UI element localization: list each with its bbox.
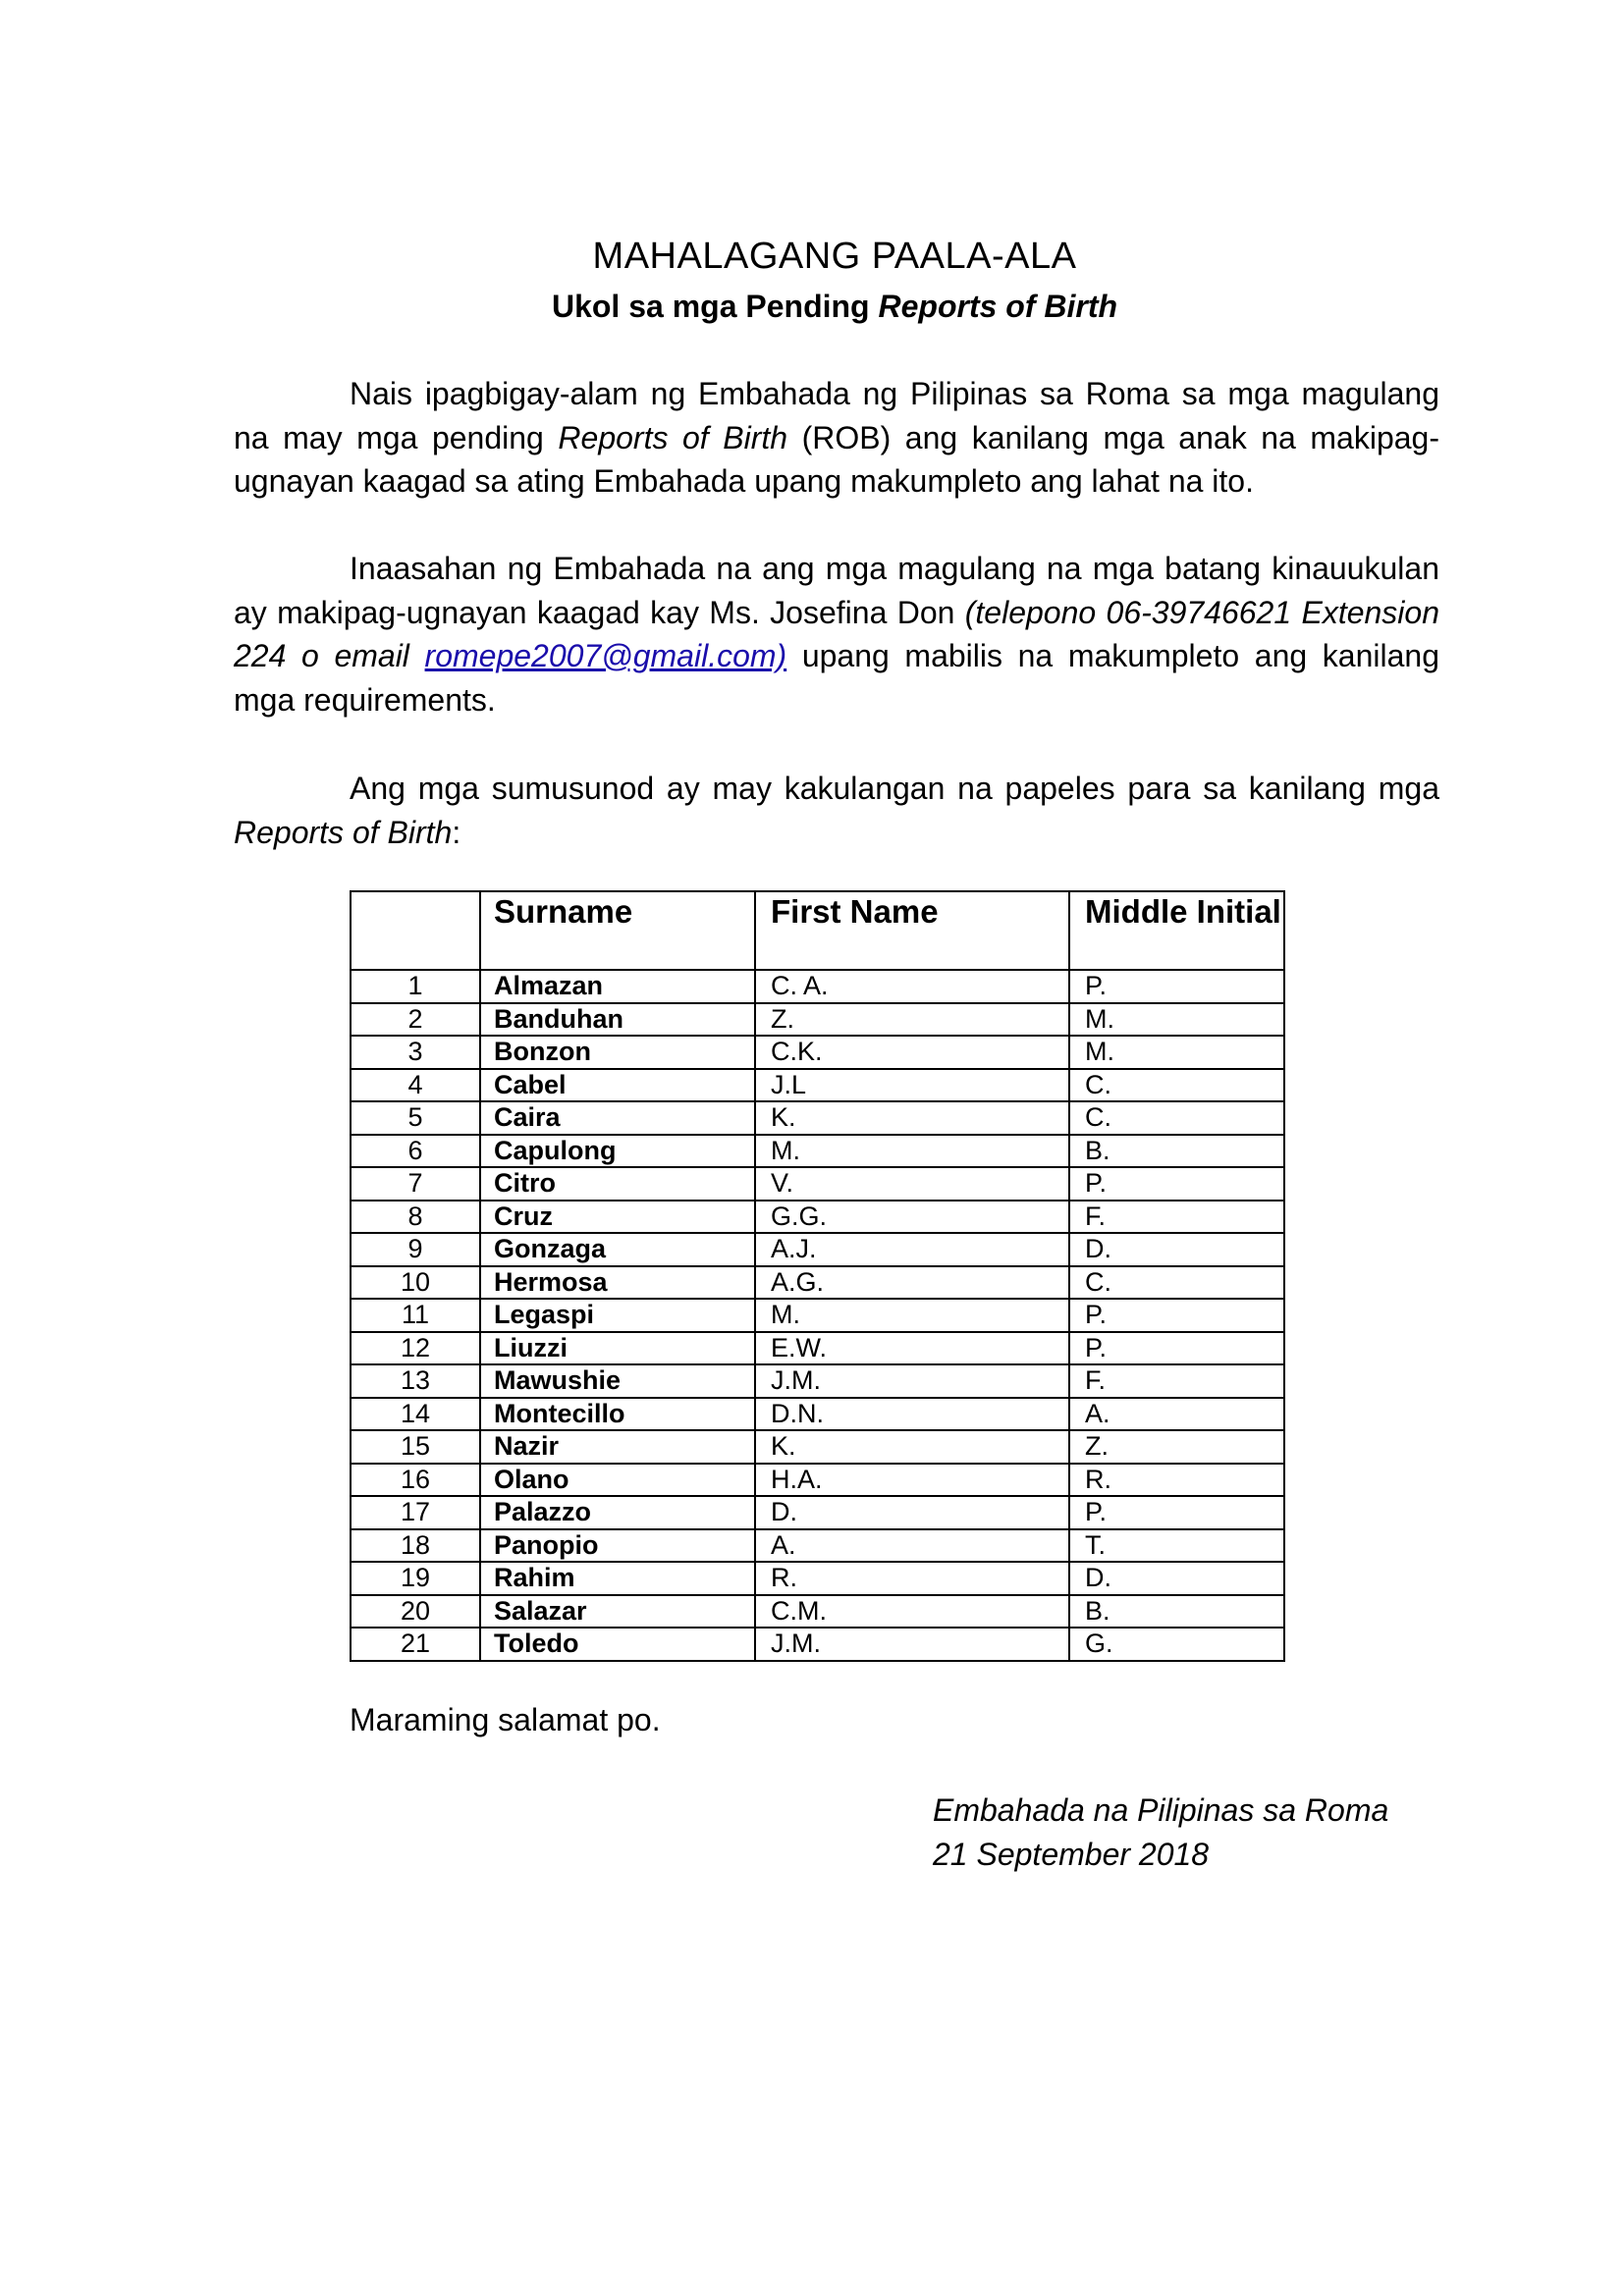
row-first-name: C. A. bbox=[755, 970, 1069, 1003]
row-first-name: C.K. bbox=[755, 1036, 1069, 1069]
closing-thanks: Maraming salamat po. bbox=[350, 1702, 661, 1737]
table-row bbox=[351, 1464, 1284, 1497]
p1-text-a: Nais ipagbigay-alam ng Embahada ng Pilipinas sa Roma sa mga magulang na may mga pending bbox=[234, 376, 1439, 455]
row-number: 17 bbox=[351, 1496, 480, 1529]
table-row bbox=[351, 1529, 1284, 1563]
row-middle-initial: R. bbox=[1069, 1464, 1284, 1497]
row-middle-initial: D. bbox=[1069, 1233, 1284, 1266]
p2-italic: (telepono 06-39746621 Extension 224 o email bbox=[234, 594, 1440, 673]
table-row bbox=[351, 1364, 1284, 1398]
header-number bbox=[351, 891, 480, 970]
row-surname: Caira bbox=[480, 1101, 755, 1135]
row-middle-initial: B. bbox=[1069, 1595, 1284, 1629]
table-row bbox=[351, 1562, 1284, 1595]
row-first-name: K. bbox=[755, 1430, 1069, 1464]
row-first-name: E.W. bbox=[755, 1332, 1069, 1365]
row-first-name: D.N. bbox=[755, 1398, 1069, 1431]
paragraph-contact bbox=[234, 547, 1439, 721]
row-number: 2 bbox=[351, 1003, 480, 1037]
row-first-name: G.G. bbox=[755, 1201, 1069, 1234]
row-number: 14 bbox=[351, 1398, 480, 1431]
row-number: 11 bbox=[351, 1299, 480, 1332]
row-middle-initial: Z. bbox=[1069, 1430, 1284, 1464]
row-middle-initial: P. bbox=[1069, 970, 1284, 1003]
row-surname: Almazan bbox=[480, 970, 755, 1003]
row-number: 15 bbox=[351, 1430, 480, 1464]
row-surname: Mawushie bbox=[480, 1364, 755, 1398]
table-row bbox=[351, 1496, 1284, 1529]
document-title: MAHALAGANG PAALA-ALA bbox=[592, 236, 1077, 277]
row-number: 9 bbox=[351, 1233, 480, 1266]
p3-text-a: Ang mga sumusunod ay may kakulangan na papeles para sa kanilang mga bbox=[350, 771, 1439, 806]
row-middle-initial: C. bbox=[1069, 1266, 1284, 1300]
row-first-name: D. bbox=[755, 1496, 1069, 1529]
row-number: 16 bbox=[351, 1464, 480, 1497]
table-row bbox=[351, 1201, 1284, 1234]
p1-italic: Reports of Birth bbox=[558, 419, 788, 455]
signatory: Embahada na Pilipinas sa Roma bbox=[933, 1792, 1389, 1828]
row-middle-initial: M. bbox=[1069, 1036, 1284, 1069]
row-surname: Legaspi bbox=[480, 1299, 755, 1332]
row-surname: Banduhan bbox=[480, 1003, 755, 1037]
table-row bbox=[351, 1101, 1284, 1135]
table-row bbox=[351, 1430, 1284, 1464]
row-number: 18 bbox=[351, 1529, 480, 1563]
row-middle-initial: C. bbox=[1069, 1101, 1284, 1135]
row-surname: Panopio bbox=[480, 1529, 755, 1563]
row-surname: Salazar bbox=[480, 1595, 755, 1629]
p2-text-a: Inaasahan ng Embahada na ang mga magulang na mga batang kinauukulan ay makipag-ugnayan kaagad kay Ms. Josefina Don bbox=[234, 551, 1439, 630]
row-number: 5 bbox=[351, 1101, 480, 1135]
table-row bbox=[351, 970, 1284, 1003]
table-row bbox=[351, 1167, 1284, 1201]
email-link[interactable]: romepe2007@gmail.com) bbox=[424, 638, 787, 673]
row-first-name: J.M. bbox=[755, 1364, 1069, 1398]
row-surname: Montecillo bbox=[480, 1398, 755, 1431]
row-first-name: Z. bbox=[755, 1003, 1069, 1037]
row-number: 6 bbox=[351, 1135, 480, 1168]
row-first-name: A.J. bbox=[755, 1233, 1069, 1266]
row-middle-initial: C. bbox=[1069, 1069, 1284, 1102]
row-first-name: J.M. bbox=[755, 1628, 1069, 1661]
row-number: 20 bbox=[351, 1595, 480, 1629]
row-surname: Olano bbox=[480, 1464, 755, 1497]
row-number: 7 bbox=[351, 1167, 480, 1201]
subtitle-text: Ukol sa mga Pending bbox=[551, 289, 879, 324]
table-row bbox=[351, 1628, 1284, 1661]
row-number: 10 bbox=[351, 1266, 480, 1300]
row-number: 19 bbox=[351, 1562, 480, 1595]
paragraph-list-intro bbox=[234, 767, 1439, 854]
row-first-name: C.M. bbox=[755, 1595, 1069, 1629]
row-surname: Toledo bbox=[480, 1628, 755, 1661]
row-surname: Cruz bbox=[480, 1201, 755, 1234]
row-surname: Nazir bbox=[480, 1430, 755, 1464]
row-surname: Liuzzi bbox=[480, 1332, 755, 1365]
table-row bbox=[351, 1595, 1284, 1629]
row-first-name: J.L bbox=[755, 1069, 1069, 1102]
row-number: 4 bbox=[351, 1069, 480, 1102]
table-row bbox=[351, 1398, 1284, 1431]
row-surname: Cabel bbox=[480, 1069, 755, 1102]
document-subtitle bbox=[0, 289, 1624, 325]
header-middle-initial: Middle Initial bbox=[1069, 891, 1284, 970]
p2-text-b: upang mabilis na makumpleto ang kanilang mga requirements. bbox=[234, 638, 1440, 718]
row-surname: Gonzaga bbox=[480, 1233, 755, 1266]
row-surname: Citro bbox=[480, 1167, 755, 1201]
table-body bbox=[351, 970, 1284, 1661]
row-middle-initial: M. bbox=[1069, 1003, 1284, 1037]
table-header-row bbox=[351, 891, 1284, 970]
row-middle-initial: G. bbox=[1069, 1628, 1284, 1661]
row-first-name: M. bbox=[755, 1299, 1069, 1332]
row-middle-initial: B. bbox=[1069, 1135, 1284, 1168]
row-surname: Rahim bbox=[480, 1562, 755, 1595]
row-surname: Hermosa bbox=[480, 1266, 755, 1300]
pending-rob-table bbox=[350, 890, 1285, 1662]
row-middle-initial: D. bbox=[1069, 1562, 1284, 1595]
row-first-name: R. bbox=[755, 1562, 1069, 1595]
p3-italic: Reports of Birth bbox=[234, 814, 453, 850]
table-row bbox=[351, 1003, 1284, 1037]
row-surname: Palazzo bbox=[480, 1496, 755, 1529]
header-surname: Surname bbox=[480, 891, 755, 970]
row-first-name: M. bbox=[755, 1135, 1069, 1168]
paragraph-notice bbox=[234, 372, 1439, 504]
row-middle-initial: T. bbox=[1069, 1529, 1284, 1563]
row-number: 21 bbox=[351, 1628, 480, 1661]
table-row bbox=[351, 1069, 1284, 1102]
table-row bbox=[351, 1266, 1284, 1300]
p1-text-b: (ROB) ang kanilang mga anak na makipag-ugnayan kaagad sa ating Embahada upang makumpleto ang lahat na ito. bbox=[234, 419, 1440, 499]
row-middle-initial: P. bbox=[1069, 1167, 1284, 1201]
row-first-name: V. bbox=[755, 1167, 1069, 1201]
row-middle-initial: P. bbox=[1069, 1496, 1284, 1529]
row-number: 3 bbox=[351, 1036, 480, 1069]
row-surname: Bonzon bbox=[480, 1036, 755, 1069]
row-first-name: K. bbox=[755, 1101, 1069, 1135]
table-row bbox=[351, 1332, 1284, 1365]
signature-block bbox=[933, 1789, 1388, 1876]
row-middle-initial: F. bbox=[1069, 1201, 1284, 1234]
row-middle-initial: F. bbox=[1069, 1364, 1284, 1398]
row-number: 12 bbox=[351, 1332, 480, 1365]
row-middle-initial: P. bbox=[1069, 1299, 1284, 1332]
table-row bbox=[351, 1299, 1284, 1332]
table-row bbox=[351, 1135, 1284, 1168]
document-date: 21 September 2018 bbox=[933, 1836, 1210, 1872]
row-number: 1 bbox=[351, 970, 480, 1003]
table-row bbox=[351, 1233, 1284, 1266]
table-row bbox=[351, 1036, 1284, 1069]
p3-text-b: : bbox=[452, 814, 461, 850]
row-first-name: A.G. bbox=[755, 1266, 1069, 1300]
row-middle-initial: P. bbox=[1069, 1332, 1284, 1365]
row-middle-initial: A. bbox=[1069, 1398, 1284, 1431]
header-first-name: First Name bbox=[755, 891, 1069, 970]
row-surname: Capulong bbox=[480, 1135, 755, 1168]
row-first-name: H.A. bbox=[755, 1464, 1069, 1497]
row-number: 8 bbox=[351, 1201, 480, 1234]
row-number: 13 bbox=[351, 1364, 480, 1398]
row-first-name: A. bbox=[755, 1529, 1069, 1563]
subtitle-italic: Reports of Birth bbox=[878, 289, 1118, 324]
